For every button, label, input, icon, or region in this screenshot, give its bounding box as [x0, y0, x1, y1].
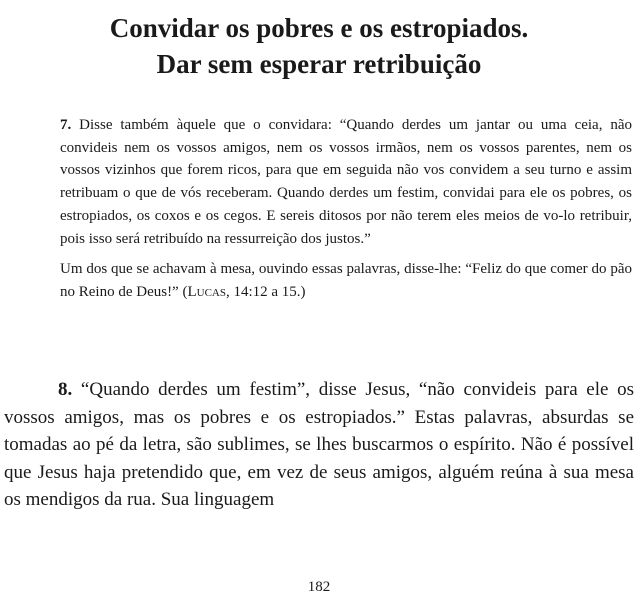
section-title-line-1: Convidar os pobres e os estropiados. — [109, 13, 529, 43]
quote-paragraph-1 — [60, 114, 632, 250]
section-title-line-2: Dar sem esperar retribuição — [156, 49, 482, 79]
commentary-paragraph — [4, 376, 634, 514]
section-title — [0, 10, 638, 82]
reference-verses: , 14:12 a 15.) — [225, 283, 306, 300]
quote-paragraph-1-text: Disse também àquele que o convidara: “Quando derdes um jantar ou uma ceia, não convideis nem os vossos amigos, nem os vossos irmãos, nem os vossos parentes, nem os vossos vizinhos que forem ricos, para que em seguida não vos convidem a seu turno e assim retribuam o que de vós receberam. Quando derdes um festim, convidai para ele os pobres, os estropiados, os coxos e os cegos. E sereis ditosos por não terem eles meios de vo-lo retribuir, pois isso será retribuído na ressurreição dos justos.” — [60, 117, 633, 247]
scripture-quote — [60, 114, 632, 304]
commentary-text: “Quando derdes um festim”, disse Jesus, “não convideis para ele os vossos amigos, mas os pobres e os estropiados.” Estas palavras, absurdas se tomadas ao pé da letra, são sublimes, se lhes buscarmos o espírito. Não é possível que Jesus haja pretendido que, em vez de seus amigos, alguém reúna à sua mesa os mendigos da rua. Sua linguagem — [4, 379, 634, 510]
reference-book: Lucas — [187, 283, 226, 300]
quote-paragraph-2-text: Um dos que se achavam à mesa, ouvindo essas palavras, disse-lhe: “Feliz do que comer do pão no Reino de Deus!” ( — [60, 261, 632, 300]
quote-paragraph-2 — [60, 258, 632, 303]
paragraph-number: 8. — [58, 379, 73, 400]
verse-number: 7. — [60, 117, 72, 133]
page-number: 182 — [307, 579, 331, 595]
